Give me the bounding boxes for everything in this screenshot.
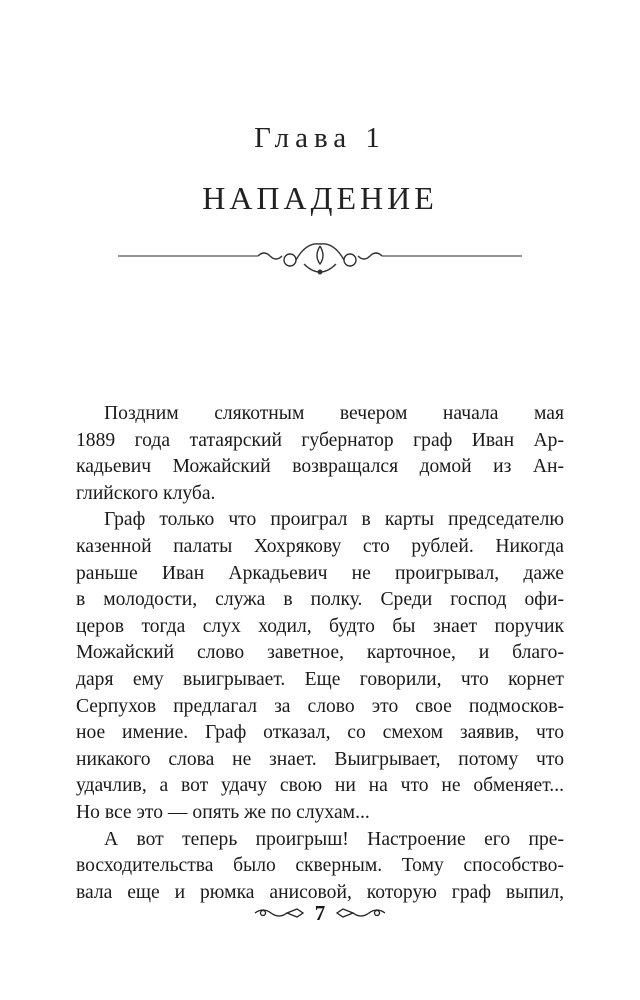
text-line: Но все это — опять же по слухам... (76, 801, 370, 823)
chapter-label: Глава 1 (254, 122, 386, 154)
text-line: Граф только что проиграл в карты председателю (104, 509, 564, 531)
text-line: удачлив, а вот удачу свою ни на что не обменяет... (76, 775, 564, 797)
right-flourish-icon (335, 906, 387, 920)
text-line: даря ему выигрывает. Еще говорили, что корнет (76, 668, 564, 690)
left-flourish-icon (253, 906, 305, 920)
text-line: раньше Иван Аркадьевич не проигрывал, даже (76, 562, 564, 584)
text-line: А вот теперь проигрыш! Настроение его пре- (104, 828, 564, 850)
paragraph-1 (76, 401, 564, 507)
paragraph-2 (76, 507, 564, 826)
text-line: 1889 года татаярский губернатор граф Иван Ар- (76, 429, 564, 451)
paragraph-3 (76, 827, 564, 907)
text-line: в молодости, служа в полку. Среди господ офи- (76, 589, 564, 611)
text-line: никакого слова не знает. Выигрывает, потому что (76, 748, 564, 770)
text-line: глийского клуба. (76, 482, 216, 504)
text-line: церов тогда слух ходил, будто бы знает поручик (76, 615, 564, 637)
text-line: вала еще и рюмка анисовой, которую граф выпил, (76, 881, 564, 903)
text-line: казенной палаты Хохрякову сто рублей. Никогда (76, 535, 564, 557)
page-footer (0, 898, 640, 928)
text-line: ное имение. Граф отказал, со смехом заявив, что (76, 722, 564, 744)
text-line: Поздним слякотным вечером начала мая (104, 403, 564, 424)
text-line: кадьевич Можайский возвращался домой из Ан- (76, 456, 564, 478)
chapter-title: НАПАДЕНИЕ (202, 180, 438, 216)
text-line: Серпухов предлагал за слово это свое подмосков- (76, 695, 564, 717)
chapter-ornament-divider (118, 232, 522, 282)
text-line: восходительства было скверным. Тому способство- (76, 855, 564, 877)
text-line: Можайский слово заветное, карточное, и благо- (76, 642, 564, 664)
page-number: 7 (314, 900, 326, 925)
body-text (76, 401, 564, 906)
